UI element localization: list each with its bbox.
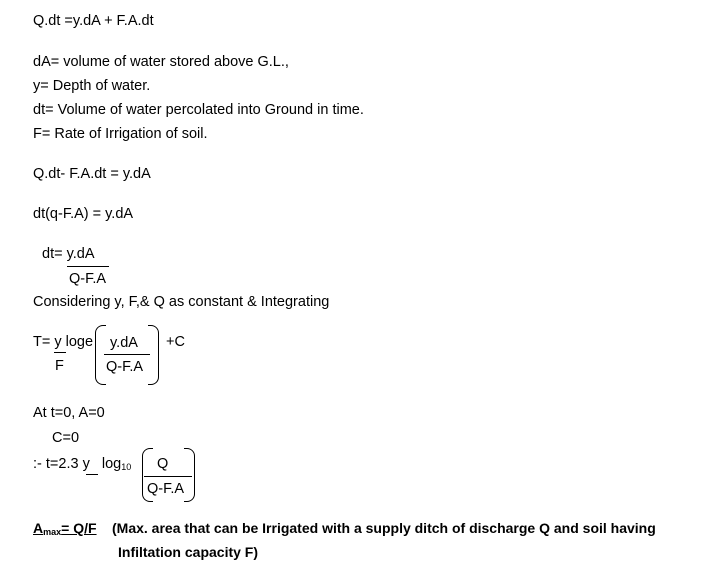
equation-t-final: :- t=2.3 y log10 [33, 456, 132, 472]
fraction-bar [67, 266, 109, 267]
equation-T-lhs: T= y loge [33, 334, 94, 350]
right-bracket [148, 325, 159, 385]
constant-zero: C=0 [52, 430, 80, 446]
equation-t-denominator: Q-F.A [147, 481, 185, 497]
definition-y: y= Depth of water. [33, 78, 151, 94]
definition-dt: dt= Volume of water percolated into Ground in time. [33, 102, 364, 118]
equation-T-F-denominator: F [55, 358, 64, 374]
fraction-bar [54, 352, 66, 353]
definition-da: dA= volume of water stored above G.L., [33, 54, 289, 70]
equation-T-constant: +C [166, 334, 185, 350]
amax-description-line1: (Max. area that can be Irrigated with a supply ditch of discharge Q and soil having [112, 520, 656, 536]
fraction-bar [86, 474, 98, 475]
considering-text: Considering y, F,& Q as constant & Integrating [33, 294, 330, 310]
initial-condition: At t=0, A=0 [33, 405, 105, 421]
equation-rearranged: Q.dt- F.A.dt = y.dA [33, 166, 151, 182]
fraction-bar [104, 354, 150, 355]
amax-equation: Amax= Q/F [33, 520, 97, 537]
equation-dt-numerator: dt= y.dA [42, 246, 95, 262]
equation-T-numerator: y.dA [110, 335, 138, 351]
equation-factored: dt(q-F.A) = y.dA [33, 206, 134, 222]
equation-balance: Q.dt =y.dA + F.A.dt [33, 13, 154, 29]
amax-description-line2: Infiltation capacity F) [118, 544, 259, 560]
definition-f: F= Rate of Irrigation of soil. [33, 126, 208, 142]
left-bracket [95, 325, 106, 385]
equation-T-denominator: Q-F.A [106, 359, 144, 375]
equation-t-numerator: Q [157, 456, 169, 472]
equation-dt-denominator: Q-F.A [69, 271, 107, 287]
right-bracket [184, 448, 195, 502]
